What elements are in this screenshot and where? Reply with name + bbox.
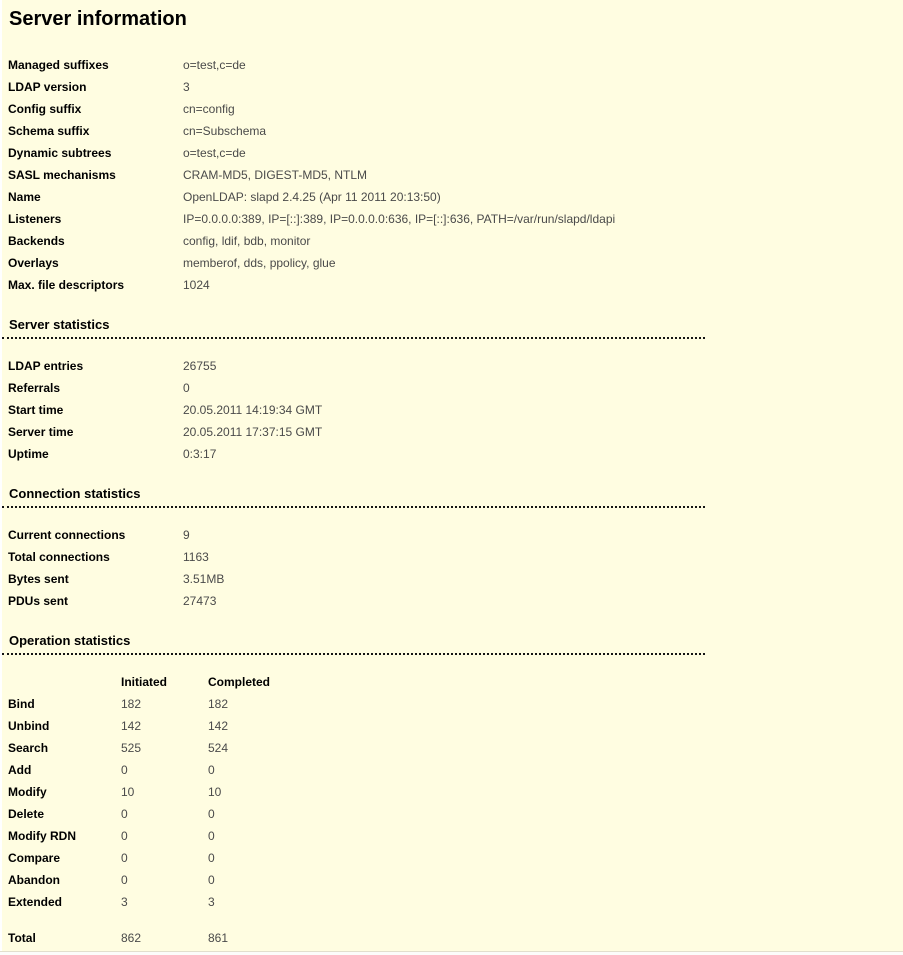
operation-initiated-value: 182 [121,697,142,711]
operation-label: Compare [8,851,61,865]
server-info-row [8,252,615,274]
info-value: config, ldif, bdb, monitor [183,234,311,248]
operation-initiated-value: 0 [121,763,128,777]
server-statistics-row [8,377,322,399]
server-statistics-row [8,421,322,443]
operation-completed-value: 0 [208,829,215,843]
info-label: Max. file descriptors [8,278,125,292]
operation-initiated-value: 10 [121,785,135,799]
operation-initiated-value: 0 [121,807,128,821]
operation-completed-value: 0 [208,763,215,777]
operation-completed-value: 0 [208,807,215,821]
info-label: SASL mechanisms [8,168,116,182]
operation-statistics-row [8,891,298,913]
connection-statistics-row [8,590,224,612]
info-value: o=test,c=de [183,58,246,72]
operation-statistics-row [8,847,298,869]
stat-label: Referrals [8,381,61,395]
stat-value: 27473 [183,594,217,608]
operation-statistics-row [8,869,298,891]
operation-statistics-table [8,671,298,949]
stat-value: 9 [183,528,190,542]
info-value: cn=Subschema [183,124,267,138]
operation-initiated-value: 0 [121,851,128,865]
operation-completed-value: 3 [208,895,215,909]
section-title-connection-statistics: Connection statistics [2,487,705,508]
operation-statistics-row [8,825,298,847]
operation-completed-value: 10 [208,785,222,799]
connection-statistics-row [8,568,224,590]
info-label: Name [8,190,41,204]
operation-completed-value: 0 [208,873,215,887]
info-value: 1024 [183,278,210,292]
operation-label: Search [8,741,49,755]
operation-statistics-row [8,693,298,715]
stat-label: Bytes sent [8,572,69,586]
info-label: Config suffix [8,102,82,116]
server-info-row [8,142,615,164]
operation-statistics-total-row [8,927,298,949]
column-header-completed: Completed [208,675,271,689]
operation-completed-value: 524 [208,741,229,755]
stat-label: Current connections [8,528,126,542]
info-value: memberof, dds, ppolicy, glue [183,256,336,270]
operation-statistics-header-row [8,671,298,693]
info-value: IP=0.0.0.0:389, IP=[::]:389, IP=0.0.0.0:636, IP=[::]:636, PATH=/var/run/slapd/ldapi [183,212,616,226]
operation-statistics-row [8,737,298,759]
server-info-row [8,230,615,252]
stat-value: 20.05.2011 14:19:34 GMT [183,403,323,417]
operation-initiated-value: 0 [121,873,128,887]
operation-completed-value: 182 [208,697,229,711]
stat-label: LDAP entries [8,359,84,373]
operation-label: Modify RDN [8,829,76,843]
total-initiated-value: 862 [121,931,142,945]
info-label: Overlays [8,256,59,270]
page-title: Server information [9,8,187,30]
info-value: OpenLDAP: slapd 2.4.25 (Apr 11 2011 20:13:50) [183,190,441,204]
operation-label: Delete [8,807,45,821]
empty-corner-cell [8,671,121,693]
operation-initiated-value: 525 [121,741,142,755]
server-statistics-row [8,355,322,377]
stat-label: Total connections [8,550,110,564]
stat-value: 1163 [183,550,209,564]
total-label: Total [8,931,36,945]
server-info-row [8,76,615,98]
operation-label: Modify [8,785,47,799]
stat-value: 0 [183,381,190,395]
info-label: Backends [8,234,65,248]
server-statistics-table [8,355,322,465]
info-label: Schema suffix [8,124,90,138]
server-information-page [2,0,705,949]
operation-label: Add [8,763,32,777]
operation-initiated-value: 3 [121,895,128,909]
operation-label: Abandon [8,873,60,887]
operation-completed-value: 0 [208,851,215,865]
stat-value: 20.05.2011 17:37:15 GMT [183,425,323,439]
connection-statistics-row [8,546,224,568]
stat-value: 26755 [183,359,217,373]
stat-label: Server time [8,425,74,439]
operation-initiated-value: 142 [121,719,142,733]
info-value: o=test,c=de [183,146,246,160]
total-completed-value: 861 [208,931,229,945]
operation-completed-value: 142 [208,719,229,733]
stat-label: Uptime [8,447,49,461]
operation-label: Unbind [8,719,50,733]
stat-value: 0:3:17 [183,447,217,461]
server-info-row [8,186,615,208]
section-title-operation-statistics: Operation statistics [2,634,705,655]
stat-label: PDUs sent [8,594,69,608]
connection-statistics-table [8,524,224,612]
window-bottom-edge [0,951,903,955]
server-info-row [8,98,615,120]
info-label: Dynamic subtrees [8,146,112,160]
operation-statistics-row [8,715,298,737]
server-info-row [8,274,615,296]
operation-label: Bind [8,697,35,711]
server-info-row [8,54,615,76]
stat-label: Start time [8,403,64,417]
server-info-row [8,164,615,186]
operation-label: Extended [8,895,63,909]
info-value: CRAM-MD5, DIGEST-MD5, NTLM [183,168,368,182]
server-statistics-row [8,443,322,465]
connection-statistics-row [8,524,224,546]
section-title-server-statistics: Server statistics [2,318,705,339]
column-header-initiated: Initiated [121,675,168,689]
operation-initiated-value: 0 [121,829,128,843]
info-value: cn=config [183,102,235,116]
server-info-table [8,54,615,296]
operation-statistics-row [8,781,298,803]
info-label: LDAP version [8,80,87,94]
info-label: Managed suffixes [8,58,109,72]
operation-statistics-row [8,803,298,825]
server-statistics-row [8,399,322,421]
server-info-row [8,120,615,142]
info-value: 3 [183,80,190,94]
info-label: Listeners [8,212,62,226]
operation-statistics-row [8,759,298,781]
stat-value: 3.51MB [183,572,225,586]
server-info-row [8,208,615,230]
spacer-row [8,913,298,927]
